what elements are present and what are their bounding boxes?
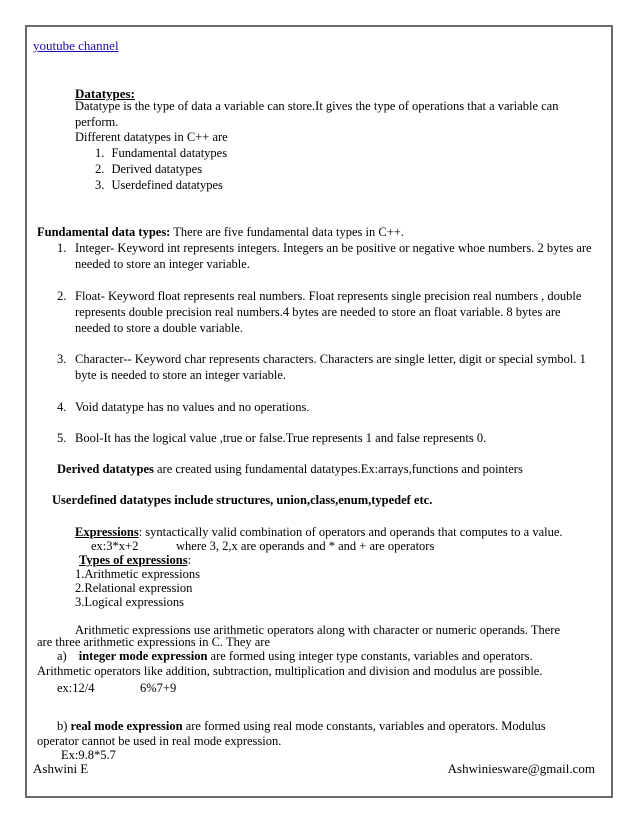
real-mode-example: Ex:9.8*5.7 (61, 748, 116, 762)
expression-type-item: 3.Logical expressions (75, 595, 185, 609)
fundamental-heading-line (37, 224, 404, 240)
fundamental-heading: Fundamental data types: (37, 225, 171, 239)
datatypes-list-item: 1. Fundamental datatypes (95, 146, 228, 160)
footer-email: Ashwiniesware@gmail.com (447, 761, 595, 776)
integer-mode-line2: Arithmetic operators like addition, subtraction, multiplication and division and modulus are possible. (37, 664, 543, 678)
datatypes-definition: Datatype is the type of data a variable can store.It gives the type of operations that a variable can perform. (75, 99, 559, 129)
derived-datatypes-line: Derived datatypes are created using fundamental datatypes.Ex:arrays,functions and pointers (57, 462, 523, 476)
expressions-example-note: where 3, 2,x are operands and * and + are operators (176, 539, 435, 553)
datatypes-heading: Datatypes: (75, 86, 135, 101)
datatypes-list-item: 2. Derived datatypes (95, 162, 203, 176)
fundamental-item-integer: Integer- Keyword int represents integers. Integers an be positive or negative whoe numbers. 2 bytes are needed to store an integer variable. (75, 241, 592, 271)
real-mode-line: b) real mode expression are formed using real mode constants, variables and operators. Modulus (57, 719, 546, 733)
youtube-channel-link[interactable]: youtube channel (33, 38, 119, 53)
fundamental-intro: There are five fundamental data types in C++. (170, 225, 404, 239)
expression-type-item: 1.Arithmetic expressions (75, 567, 200, 581)
real-mode-line2: operator cannot be used in real mode expression. (37, 734, 282, 748)
arithmetic-intro-line2: are three arithmetic expressions in C. They are (37, 635, 271, 649)
datatypes-list-item: 3. Userdefined datatypes (95, 178, 223, 192)
integer-mode-example-2: 6%7+9 (140, 681, 177, 695)
fundamental-num: 1. (57, 241, 67, 255)
fundamental-item-bool: Bool-It has the logical value ,true or false.True represents 1 and false represents 0. (75, 431, 487, 445)
fundamental-num: 3. (57, 352, 67, 366)
expressions-definition: Expressions: syntactically valid combination of operators and operands that computes to a value. (75, 525, 563, 539)
integer-mode-example-1: ex:12/4 (57, 681, 95, 695)
fundamental-num: 5. (57, 431, 67, 445)
datatypes-intro: Different datatypes in C++ are (75, 130, 228, 144)
types-of-expressions-heading: Types of expressions: (79, 553, 192, 567)
footer-author: Ashwini E (33, 761, 89, 776)
fundamental-num: 2. (57, 289, 67, 303)
integer-mode-line: a) integer mode expression are formed using integer type constants, variables and operators. (57, 649, 533, 663)
expressions-example: ex:3*x+2 (91, 539, 139, 553)
fundamental-num: 4. (57, 400, 67, 414)
fundamental-item-float: Float- Keyword float represents real numbers. Float represents single precision real numbers , double represents double precision real numbers.4 bytes are needed to store an float variable. 8 bytes are needed to store a double variable. (75, 289, 582, 335)
expressions-heading: Expressions (75, 525, 139, 539)
userdefined-datatypes-line: Userdefined datatypes include structures, union,class,enum,typedef etc. (52, 493, 433, 507)
expression-type-item: 2.Relational expression (75, 581, 193, 595)
arithmetic-intro-line1: Arithmetic expressions use arithmetic operators along with character or numeric operands. There (75, 623, 561, 637)
fundamental-item-character: Character-- Keyword char represents characters. Characters are single letter, digit or special symbol. 1 byte is needed to store an integer variable. (75, 352, 586, 382)
fundamental-item-void: Void datatype has no values and no operations. (75, 400, 310, 414)
